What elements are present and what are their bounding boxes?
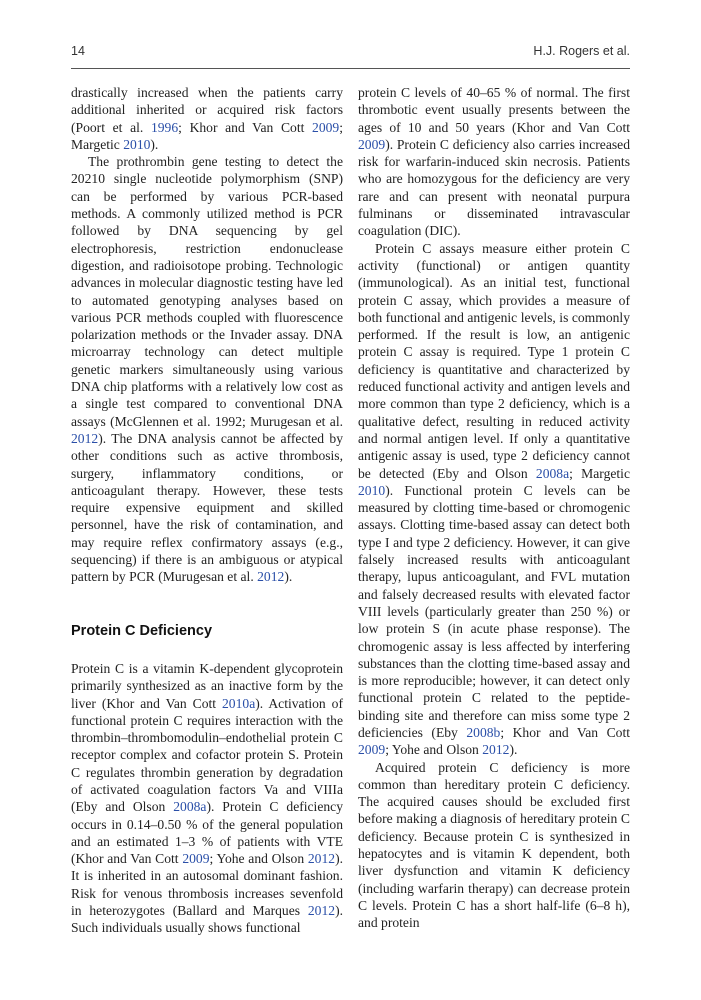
right-column xyxy=(358,84,630,932)
text-run: ; Margetic xyxy=(71,119,343,152)
citation-link[interactable]: 2009 xyxy=(182,851,210,867)
citation-link[interactable]: 1996 xyxy=(150,119,179,135)
text-run: ). The DNA analysis cannot be affected by other conditions such as active thrombosis, surgery, inflammatory conditions, or anticoagulant therapy. However, these tests require expensive equipment and skilled personnel, have the risk of contamination, and may require reflex confirmatory assays (e.g., sequencing) if there is an ambiguous or atypical pattern by PCR (Murugesan et al. xyxy=(71,430,343,585)
paragraph xyxy=(358,759,630,932)
text-run: Protein C is a vitamin K-dependent glycoprotein primarily synthesized as an inactive form by the liver (Khor and Van Cott xyxy=(71,660,343,711)
text-run: ). xyxy=(509,742,518,758)
section-heading: Protein C Deficiency xyxy=(71,622,213,639)
citation-link[interactable]: 2009 xyxy=(358,136,386,152)
citation-link[interactable]: 2009 xyxy=(312,119,340,135)
text-run: The prothrombin gene testing to detect the 20210 single nucleotide polymorphism (SNP) can be performed by various PCR-based methods. A commonly utilized method is PCR followed by DNA sequencing by gel electrophoresis, restriction endonuclease digestion, and radioisotope probing. Technologic advances in molecular diagnostic testing have led to automated genotyping analyses based on various PCR methods coupled with fluorescence polarization methods or the Invader assay. DNA microarray technology can detect multiple genetic markers simultaneously using various DNA chip platforms with a relatively low cost as a single test compared to conventional DNA assays (McGlennen et al. 1992; Murugesan et al. xyxy=(71,154,343,429)
text-run: ; Margetic xyxy=(569,465,630,481)
text-run: ). Such individuals usually shows functional xyxy=(71,903,343,936)
paragraph xyxy=(71,84,343,153)
left-column xyxy=(71,84,343,937)
citation-link[interactable]: 2012 xyxy=(71,430,99,446)
text-run: ). xyxy=(150,136,159,152)
paragraph xyxy=(71,153,343,585)
citation-link[interactable]: 2008a xyxy=(173,799,207,815)
citation-link[interactable]: 2012 xyxy=(307,903,336,919)
text-run: Acquired protein C deficiency is more common than hereditary protein C deficiency. The acquired causes should be excluded first before making a diagnosis of hereditary protein C deficiency. Because protein C is synthesized in hepatocytes and is vitamin K dependent, both liver dysfunction and vitamin K deficiency (including warfarin therapy) can decrease protein C levels. Protein C has a short half-life (6–8 h), and protein xyxy=(358,759,630,931)
citation-link[interactable]: 2012 xyxy=(257,569,285,585)
page-header xyxy=(71,44,630,64)
text-run: ). Protein C deficiency occurs in 0.14–0.50 % of the general population and an estimated 1–3 % of patients with VTE (Khor and Van Cott xyxy=(71,799,343,867)
citation-link[interactable]: 2012 xyxy=(307,851,336,867)
citation-link[interactable]: 2010 xyxy=(123,136,151,152)
text-run: ). Activation of functional protein C requires interaction with the thrombin–thrombomodulin–endothelial protein C receptor complex and cofactor protein S. Protein C regulates thrombin generation by degradation of activated coagulation factors Va and VIIIa (Eby and Olson xyxy=(71,695,343,815)
citation-link[interactable]: 2010 xyxy=(358,482,386,498)
text-run: protein C levels of 40–65 % of normal. The first thrombotic event usually presents between the ages of 10 and 50 years (Khor and Van Cott xyxy=(358,85,630,135)
text-run: drastically increased when the patients carry additional inherited or acquired risk factors (Poort et al. xyxy=(71,85,343,135)
text-run: ). xyxy=(284,569,293,585)
page-number: 14 xyxy=(71,44,85,58)
citation-link[interactable]: 2008a xyxy=(535,465,570,481)
paragraph xyxy=(358,84,630,240)
citation-link[interactable]: 2010a xyxy=(222,695,256,711)
text-run: Protein C assays measure either protein C activity (functional) or antigen quantity (immunological). As an initial test, functional protein C assay, which provides a measure of both functional and antigenic levels, is commonly performed. If the result is low, an antigenic protein C assay is required. Type 1 protein C deficiency is quantitative and characterized by reduced functional activity and antigen levels and more common than type 2 deficiency, which is a qualitative defect, resulting in reduced activity and normal antigen level. If only a quantitative antigenic assay is used, type 2 deficiency cannot be detected (Eby and Olson xyxy=(358,240,630,481)
running-head: H.J. Rogers et al. xyxy=(533,44,630,58)
citation-link[interactable]: 2008b xyxy=(466,724,501,740)
paragraph xyxy=(358,240,630,759)
text-run: ). Functional protein C levels can be measured by clotting time-based or chromogenic assays. Clotting time-based assay can detect both type I and type 2 deficiency. However, it can give falsely increased results with anticoagulant therapy, lupus anticoagulant, and FVL mutation and falsely decreased results with elevated factor VIII levels (particularly greater than 250 %) or low protein S (in acute phase response). The chromogenic assay is less affected by interfering substances than the clotting time-based assay and is more reproducible; however, it can detect only functional protein C related to the peptide-binding site and therefore can miss some type 2 deficiencies (Eby xyxy=(358,482,630,740)
paragraph xyxy=(71,660,343,937)
text-run: ). It is inherited in an autosomal dominant fashion. Risk for venous thrombosis increases sevenfold in heterozygotes (Ballard and Marques xyxy=(71,851,343,919)
text-run: ; Yohe and Olson xyxy=(209,851,308,867)
text-run: ; Khor and Van Cott xyxy=(178,119,313,135)
header-rule xyxy=(71,68,630,69)
text-run: ). Protein C deficiency also carries increased risk for warfarin-induced skin necrosis. Patients who are homozygous for the deficiency are very rare and can present with neonatal purpura fulminans or disseminated intravascular coagulation (DIC). xyxy=(358,136,630,239)
text-run: ; Khor and Van Cott xyxy=(500,724,630,740)
text-run: ; Yohe and Olson xyxy=(385,742,483,758)
citation-link[interactable]: 2009 xyxy=(358,742,386,758)
citation-link[interactable]: 2012 xyxy=(482,742,510,758)
